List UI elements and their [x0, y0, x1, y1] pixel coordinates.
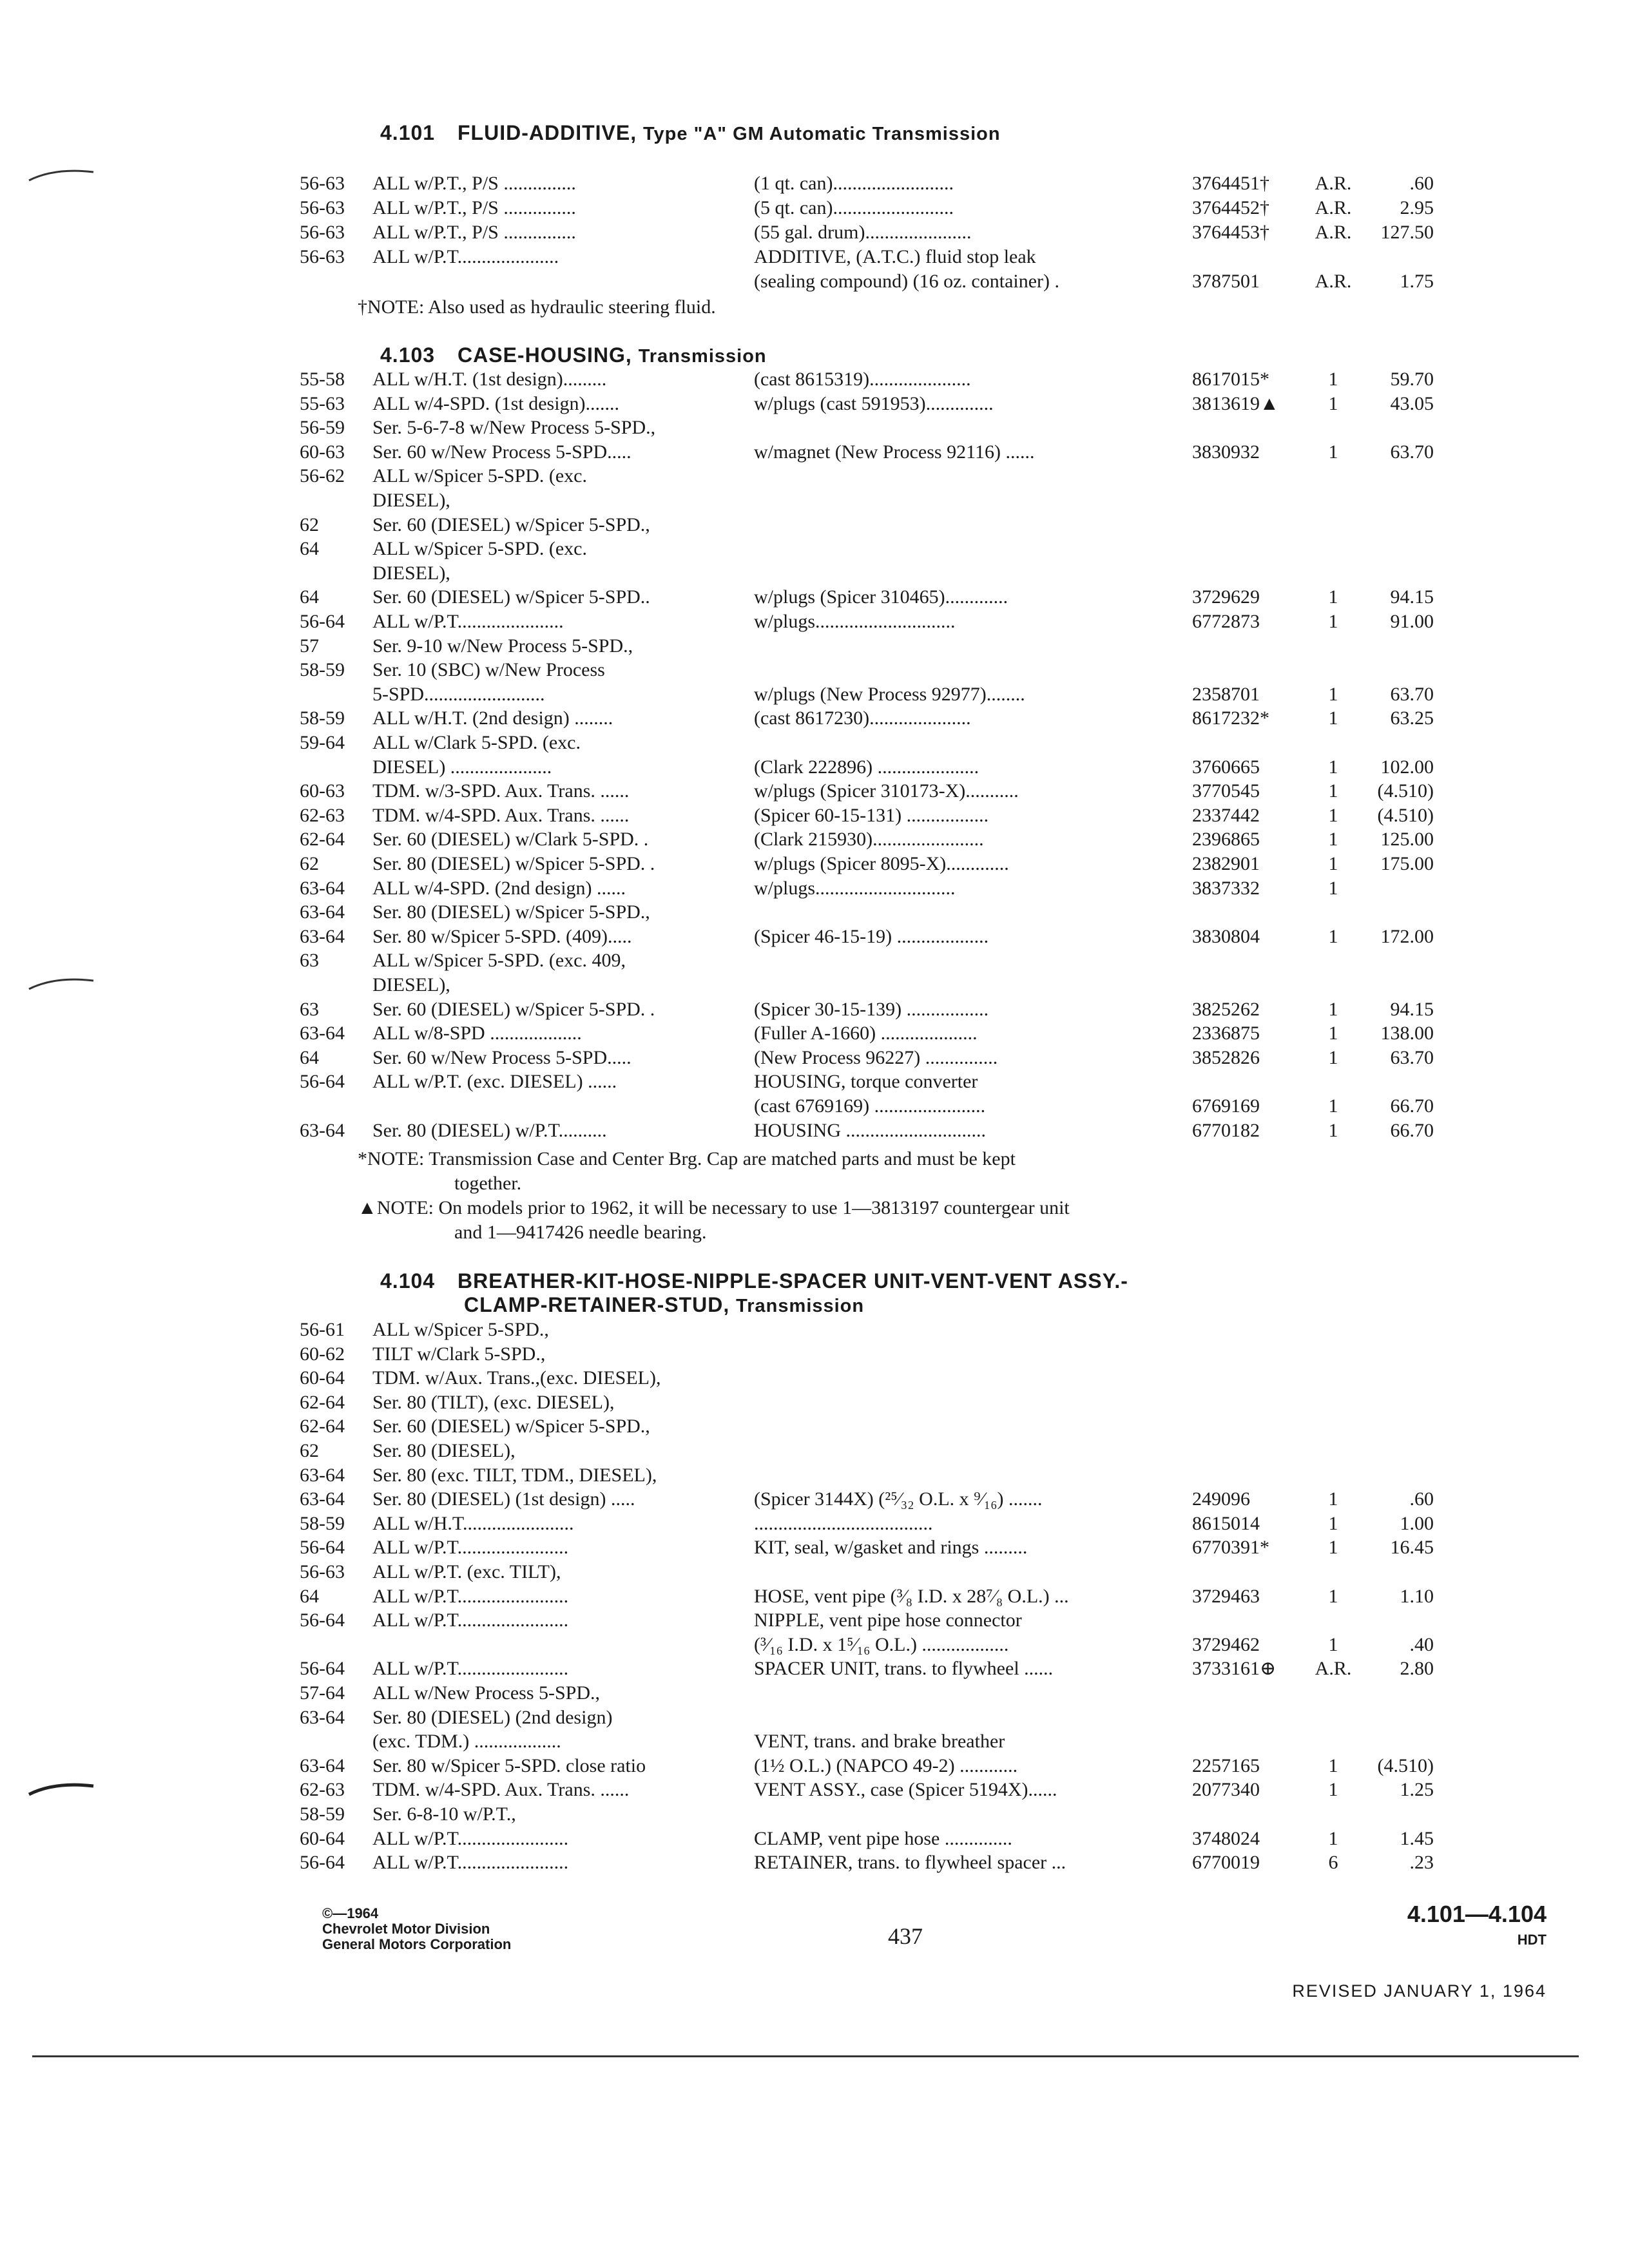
part-number: 2358701: [1192, 684, 1260, 705]
section-subheading: Type "A" GM Automatic Transmission: [642, 124, 1001, 144]
price: 1.45: [1400, 1828, 1434, 1849]
price: 172.00: [1380, 926, 1434, 947]
application: ALL w/Spicer 5-SPD. (exc. 409,: [372, 950, 626, 971]
description: (cast 8617230).....................: [754, 707, 971, 729]
punch-mark: [26, 1778, 97, 1798]
model-year: 62: [300, 514, 319, 535]
application: Ser. 60 (DIESEL) w/Spicer 5-SPD. .: [372, 999, 655, 1020]
price: 66.70: [1390, 1120, 1434, 1141]
application: Ser. 80 (exc. TILT, TDM., DIESEL),: [372, 1465, 657, 1486]
description: HOUSING .............................: [754, 1120, 986, 1141]
section-number: 4.104: [380, 1269, 436, 1293]
note-dagger: †NOTE: Also used as hydraulic steering fluid.: [358, 296, 716, 318]
application: Ser. 6-8-10 w/P.T.,: [372, 1803, 516, 1825]
model-year: 63-64: [300, 926, 345, 947]
part-number: 2337442: [1192, 805, 1260, 826]
description: ADDITIVE, (A.T.C.) fluid stop leak: [754, 246, 1036, 267]
section-number: 4.101: [380, 121, 436, 144]
part-number: 3729629: [1192, 586, 1260, 608]
quantity: 1: [1328, 829, 1338, 850]
description: w/plugs.............................: [754, 878, 956, 899]
part-number: 6772873: [1192, 611, 1260, 632]
application: Ser. 80 (DIESEL) w/P.T..........: [372, 1120, 607, 1141]
part-number: 3830804: [1192, 926, 1260, 947]
quantity: 1: [1328, 1634, 1338, 1655]
part-number: 8617232*: [1192, 707, 1269, 729]
quantity: 1: [1328, 369, 1338, 390]
model-year: 56-62: [300, 465, 345, 486]
application: (exc. TDM.) ..................: [372, 1731, 561, 1752]
application: ALL w/P.T. (exc. TILT),: [372, 1561, 561, 1582]
part-number: 6770182: [1192, 1120, 1260, 1141]
price: 63.70: [1390, 1047, 1434, 1068]
description: KIT, seal, w/gasket and rings .........: [754, 1537, 1028, 1558]
description: w/plugs (Spicer 310465).............: [754, 586, 1008, 608]
model-year: 58-59: [300, 1803, 345, 1825]
description: (5 qt. can).........................: [754, 197, 954, 218]
price: 125.00: [1380, 829, 1434, 850]
application: Ser. 60 (DIESEL) w/Clark 5-SPD. .: [372, 829, 649, 850]
price: 16.45: [1390, 1537, 1434, 1558]
model-year: 63-64: [300, 1023, 345, 1044]
description: (New Process 96227) ...............: [754, 1047, 998, 1068]
application: ALL w/4-SPD. (1st design).......: [372, 393, 620, 414]
model-year: 62-63: [300, 1779, 345, 1800]
price: 94.15: [1390, 999, 1434, 1020]
note-asterisk-cont: together.: [454, 1173, 522, 1194]
application: ALL w/P.T., P/S ...............: [372, 173, 576, 194]
price: 2.80: [1400, 1658, 1434, 1679]
description: w/plugs (Spicer 8095-X).............: [754, 853, 1009, 874]
quantity: 1: [1328, 926, 1338, 947]
part-number: 8617015*: [1192, 369, 1269, 390]
application: Ser. 60 w/New Process 5-SPD.....: [372, 441, 631, 463]
description: w/plugs (Spicer 310173-X)...........: [754, 780, 1019, 802]
quantity: A.R.: [1315, 222, 1352, 243]
application: ALL w/Spicer 5-SPD. (exc.: [372, 538, 587, 559]
application: ALL w/P.T. (exc. DIESEL) ......: [372, 1071, 617, 1092]
application: ALL w/Spicer 5-SPD. (exc.: [372, 465, 587, 486]
part-number: 249096: [1192, 1488, 1250, 1510]
division: Chevrolet Motor Division: [322, 1921, 490, 1937]
part-number: 3729462: [1192, 1634, 1260, 1655]
punch-mark: [26, 164, 97, 184]
description: HOUSING, torque converter: [754, 1071, 978, 1092]
model-year: 63-64: [300, 901, 345, 923]
part-number: 6770391*: [1192, 1537, 1269, 1558]
model-year: 63-64: [300, 1120, 345, 1141]
part-number: 6770019: [1192, 1852, 1260, 1873]
model-year: 60-63: [300, 780, 345, 802]
section-number: 4.103: [380, 343, 436, 367]
application: ALL w/P.T.......................: [372, 1586, 569, 1607]
price: .60: [1409, 173, 1434, 194]
model-year: 62: [300, 1440, 319, 1461]
description: (³⁄₁₆ I.D. x 1⁵⁄₁₆ O.L.) ..................: [754, 1634, 1009, 1655]
application: Ser. 10 (SBC) w/New Process: [372, 659, 605, 680]
quantity: 1: [1328, 1047, 1338, 1068]
part-number: 3787501: [1192, 271, 1260, 292]
model-year: 60-64: [300, 1367, 345, 1389]
application: ALL w/4-SPD. (2nd design) ......: [372, 878, 626, 899]
note-asterisk: *NOTE: Transmission Case and Center Brg. Cap are matched parts and must be kept: [358, 1148, 1016, 1169]
application: ALL w/H.T.......................: [372, 1513, 574, 1534]
description: (Spicer 3144X) (²⁵⁄₃₂ O.L. x ⁹⁄₁₆) .......: [754, 1488, 1043, 1510]
application: ALL w/Clark 5-SPD. (exc.: [372, 732, 581, 753]
section-title-4-101: [380, 121, 1001, 146]
quantity: 1: [1328, 1537, 1338, 1558]
model-year: 56-64: [300, 1071, 345, 1092]
application: Ser. 60 (DIESEL) w/Spicer 5-SPD.,: [372, 1416, 650, 1437]
model-year: 64: [300, 1047, 319, 1068]
model-year: 56-64: [300, 1610, 345, 1631]
description: (cast 6769169) .......................: [754, 1095, 986, 1117]
model-year: 63-64: [300, 1755, 345, 1776]
section-subheading: Transmission: [638, 346, 767, 367]
model-year: 58-59: [300, 707, 345, 729]
application: TDM. w/3-SPD. Aux. Trans. ......: [372, 780, 630, 802]
price: 63.25: [1390, 707, 1434, 729]
model-year: 60-62: [300, 1343, 345, 1365]
part-number: 3764451†: [1192, 173, 1269, 194]
model-code: HDT: [1517, 1932, 1547, 1948]
description: w/plugs (New Process 92977)........: [754, 684, 1025, 705]
revised-date: REVISED JANUARY 1, 1964: [1292, 1981, 1547, 2001]
description: (Clark 215930).......................: [754, 829, 984, 850]
price: 1.25: [1400, 1779, 1434, 1800]
application: Ser. 80 w/Spicer 5-SPD. (409).....: [372, 926, 632, 947]
description: w/plugs.............................: [754, 611, 956, 632]
application: ALL w/P.T.......................: [372, 1658, 569, 1679]
model-year: 63-64: [300, 1465, 345, 1486]
quantity: 1: [1328, 1095, 1338, 1117]
application: ALL w/8-SPD ...................: [372, 1023, 582, 1044]
model-year: 62-64: [300, 829, 345, 850]
model-year: 63-64: [300, 878, 345, 899]
part-number: 2382901: [1192, 853, 1260, 874]
description: (55 gal. drum)......................: [754, 222, 972, 243]
page-number: 437: [888, 1923, 923, 1949]
application: TDM. w/4-SPD. Aux. Trans. ......: [372, 1779, 630, 1800]
part-number: 3764453†: [1192, 222, 1269, 243]
quantity: A.R.: [1315, 1658, 1352, 1679]
description: (1½ O.L.) (NAPCO 49-2) ............: [754, 1755, 1018, 1776]
description: w/magnet (New Process 92116) ......: [754, 441, 1035, 463]
model-year: 56-61: [300, 1319, 345, 1340]
description: HOSE, vent pipe (³⁄₈ I.D. x 28⁷⁄₈ O.L.) ...: [754, 1586, 1069, 1607]
application: Ser. 9-10 w/New Process 5-SPD.,: [372, 635, 633, 657]
model-year: 57-64: [300, 1682, 345, 1704]
model-year: 58-59: [300, 659, 345, 680]
quantity: 1: [1328, 611, 1338, 632]
quantity: 6: [1328, 1852, 1338, 1873]
application: TDM. w/Aux. Trans.,(exc. DIESEL),: [372, 1367, 661, 1389]
part-number: 3830932: [1192, 441, 1260, 463]
model-year: 63: [300, 999, 319, 1020]
quantity: 1: [1328, 684, 1338, 705]
application: DIESEL),: [372, 974, 450, 995]
application: Ser. 80 (DIESEL) (1st design) .....: [372, 1488, 635, 1510]
quantity: 1: [1328, 853, 1338, 874]
model-year: 62: [300, 853, 319, 874]
quantity: 1: [1328, 1488, 1338, 1510]
price: .23: [1409, 1852, 1434, 1873]
application: ALL w/P.T.......................: [372, 1852, 569, 1873]
description: (cast 8615319).....................: [754, 369, 971, 390]
quantity: 1: [1328, 756, 1338, 778]
part-number: 3852826: [1192, 1047, 1260, 1068]
section-title-4-104: [380, 1269, 1128, 1318]
model-year: 55-58: [300, 369, 345, 390]
model-year: 60-64: [300, 1828, 345, 1849]
quantity: 1: [1328, 1779, 1338, 1800]
quantity: 1: [1328, 586, 1338, 608]
quantity: 1: [1328, 999, 1338, 1020]
quantity: 1: [1328, 707, 1338, 729]
model-year: 56-64: [300, 1658, 345, 1679]
description: (Clark 222896) .....................: [754, 756, 979, 778]
price: 102.00: [1380, 756, 1434, 778]
application: Ser. 5-6-7-8 w/New Process 5-SPD.,: [372, 417, 656, 438]
application: ALL w/P.T., P/S ...............: [372, 222, 576, 243]
price: 175.00: [1380, 853, 1434, 874]
quantity: 1: [1328, 441, 1338, 463]
price: .60: [1409, 1488, 1434, 1510]
description: (Spicer 46-15-19) ...................: [754, 926, 989, 947]
section-subheading: Transmission: [736, 1296, 865, 1316]
section-title-4-103: [380, 343, 767, 369]
copyright: ©—1964: [322, 1905, 379, 1921]
model-year: 62-64: [300, 1416, 345, 1437]
description: NIPPLE, vent pipe hose connector: [754, 1610, 1022, 1631]
application: DIESEL),: [372, 562, 450, 584]
model-year: 63: [300, 950, 319, 971]
model-year: 64: [300, 538, 319, 559]
price: 66.70: [1390, 1095, 1434, 1117]
application: ALL w/P.T......................: [372, 611, 564, 632]
part-number: 2336875: [1192, 1023, 1260, 1044]
quantity: 1: [1328, 780, 1338, 802]
description: (Fuller A-1660) ....................: [754, 1023, 978, 1044]
description: .....................................: [754, 1513, 933, 1534]
description: CLAMP, vent pipe hose ..............: [754, 1828, 1012, 1849]
quantity: A.R.: [1315, 197, 1352, 218]
application: ALL w/P.T.......................: [372, 1828, 569, 1849]
quantity: 1: [1328, 1023, 1338, 1044]
application: ALL w/H.T. (2nd design) ........: [372, 707, 613, 729]
price: 94.15: [1390, 586, 1434, 608]
price: 59.70: [1390, 369, 1434, 390]
price: 1.75: [1400, 271, 1434, 292]
price: 1.10: [1400, 1586, 1434, 1607]
model-year: 56-63: [300, 1561, 345, 1582]
quantity: A.R.: [1315, 173, 1352, 194]
section-heading: FLUID-ADDITIVE,: [458, 121, 637, 144]
part-number: 3760665: [1192, 756, 1260, 778]
quantity: 1: [1328, 1586, 1338, 1607]
model-year: 63-64: [300, 1488, 345, 1510]
part-number: 3825262: [1192, 999, 1260, 1020]
section-heading: CASE-HOUSING,: [458, 343, 632, 367]
price: 138.00: [1380, 1023, 1434, 1044]
part-number: 8615014: [1192, 1513, 1260, 1534]
section-heading-cont: CLAMP-RETAINER-STUD,: [464, 1293, 730, 1316]
quantity: 1: [1328, 805, 1338, 826]
application: ALL w/H.T. (1st design).........: [372, 369, 607, 390]
price: 127.50: [1380, 222, 1434, 243]
price: (4.510): [1377, 805, 1434, 826]
note-triangle: ▲NOTE: On models prior to 1962, it will be necessary to use 1—3813197 countergear unit: [358, 1197, 1070, 1218]
price: 43.05: [1390, 393, 1434, 414]
description: RETAINER, trans. to flywheel spacer ...: [754, 1852, 1066, 1873]
model-year: 62-64: [300, 1392, 345, 1413]
application: DIESEL),: [372, 490, 450, 511]
description: VENT, trans. and brake breather: [754, 1731, 1005, 1752]
quantity: 1: [1328, 393, 1338, 414]
quantity: 1: [1328, 1828, 1338, 1849]
price: 2.95: [1400, 197, 1434, 218]
application: Ser. 60 w/New Process 5-SPD.....: [372, 1047, 631, 1068]
application: Ser. 80 w/Spicer 5-SPD. close ratio: [372, 1755, 646, 1776]
model-year: 60-63: [300, 441, 345, 463]
section-heading: BREATHER-KIT-HOSE-NIPPLE-SPACER UNIT-VENT-VENT ASSY.-: [458, 1269, 1128, 1293]
model-year: 56-63: [300, 246, 345, 267]
model-year: 62-63: [300, 805, 345, 826]
quantity: 1: [1328, 1120, 1338, 1141]
part-number: 3813619▲: [1192, 393, 1279, 414]
section-range: 4.101—4.104: [1407, 1901, 1547, 1927]
model-year: 56-59: [300, 417, 345, 438]
model-year: 56-63: [300, 173, 345, 194]
application: DIESEL) .....................: [372, 756, 552, 778]
description: (sealing compound) (16 oz. container) .: [754, 271, 1060, 292]
application: ALL w/P.T., P/S ...............: [372, 197, 576, 218]
part-number: 2396865: [1192, 829, 1260, 850]
model-year: 56-63: [300, 197, 345, 218]
description: VENT ASSY., case (Spicer 5194X)......: [754, 1779, 1057, 1800]
price: (4.510): [1377, 780, 1434, 802]
application: 5-SPD.........................: [372, 684, 545, 705]
part-number: 2077340: [1192, 1779, 1260, 1800]
part-number: 3764452†: [1192, 197, 1269, 218]
model-year: 64: [300, 586, 319, 608]
model-year: 55-63: [300, 393, 345, 414]
application: ALL w/P.T.....................: [372, 246, 559, 267]
part-number: 6769169: [1192, 1095, 1260, 1117]
application: ALL w/P.T.......................: [372, 1537, 569, 1558]
description: (Spicer 30-15-139) .................: [754, 999, 989, 1020]
model-year: 56-63: [300, 222, 345, 243]
application: ALL w/New Process 5-SPD.,: [372, 1682, 601, 1704]
bottom-rule: [32, 2055, 1579, 2057]
model-year: 56-64: [300, 1537, 345, 1558]
price: 63.70: [1390, 684, 1434, 705]
application: Ser. 80 (DIESEL),: [372, 1440, 516, 1461]
model-year: 64: [300, 1586, 319, 1607]
quantity: A.R.: [1315, 271, 1352, 292]
application: Ser. 80 (DIESEL) w/Spicer 5-SPD. .: [372, 853, 655, 874]
price: (4.510): [1377, 1755, 1434, 1776]
application: Ser. 80 (DIESEL) (2nd design): [372, 1707, 613, 1728]
part-number: 3733161⊕: [1192, 1658, 1277, 1679]
model-year: 63-64: [300, 1707, 345, 1728]
model-year: 56-64: [300, 611, 345, 632]
part-number: 3770545: [1192, 780, 1260, 802]
quantity: 1: [1328, 1755, 1338, 1776]
description: w/plugs (cast 591953)..............: [754, 393, 994, 414]
application: Ser. 80 (TILT), (exc. DIESEL),: [372, 1392, 615, 1413]
application: TDM. w/4-SPD. Aux. Trans. ......: [372, 805, 630, 826]
model-year: 56-64: [300, 1852, 345, 1873]
description: SPACER UNIT, trans. to flywheel ......: [754, 1658, 1054, 1679]
price: 63.70: [1390, 441, 1434, 463]
application: Ser. 60 (DIESEL) w/Spicer 5-SPD.,: [372, 514, 650, 535]
part-number: 2257165: [1192, 1755, 1260, 1776]
footer-imprint: [322, 1906, 511, 1952]
application: ALL w/P.T.......................: [372, 1610, 569, 1631]
price: 91.00: [1390, 611, 1434, 632]
description: (1 qt. can).........................: [754, 173, 954, 194]
model-year: 57: [300, 635, 319, 657]
note-triangle-cont: and 1—9417426 needle bearing.: [454, 1222, 707, 1243]
price: 1.00: [1400, 1513, 1434, 1534]
application: TILT w/Clark 5-SPD.,: [372, 1343, 546, 1365]
quantity: 1: [1328, 1513, 1338, 1534]
model-year: 59-64: [300, 732, 345, 753]
application: Ser. 80 (DIESEL) w/Spicer 5-SPD.,: [372, 901, 650, 923]
punch-mark: [26, 973, 97, 992]
part-number: 3748024: [1192, 1828, 1260, 1849]
application: ALL w/Spicer 5-SPD.,: [372, 1319, 549, 1340]
application: Ser. 60 (DIESEL) w/Spicer 5-SPD..: [372, 586, 650, 608]
part-number: 3729463: [1192, 1586, 1260, 1607]
corporation: General Motors Corporation: [322, 1936, 512, 1952]
price: .40: [1409, 1634, 1434, 1655]
part-number: 3837332: [1192, 878, 1260, 899]
quantity: 1: [1328, 878, 1338, 899]
model-year: 58-59: [300, 1513, 345, 1534]
description: (Spicer 60-15-131) .................: [754, 805, 989, 826]
